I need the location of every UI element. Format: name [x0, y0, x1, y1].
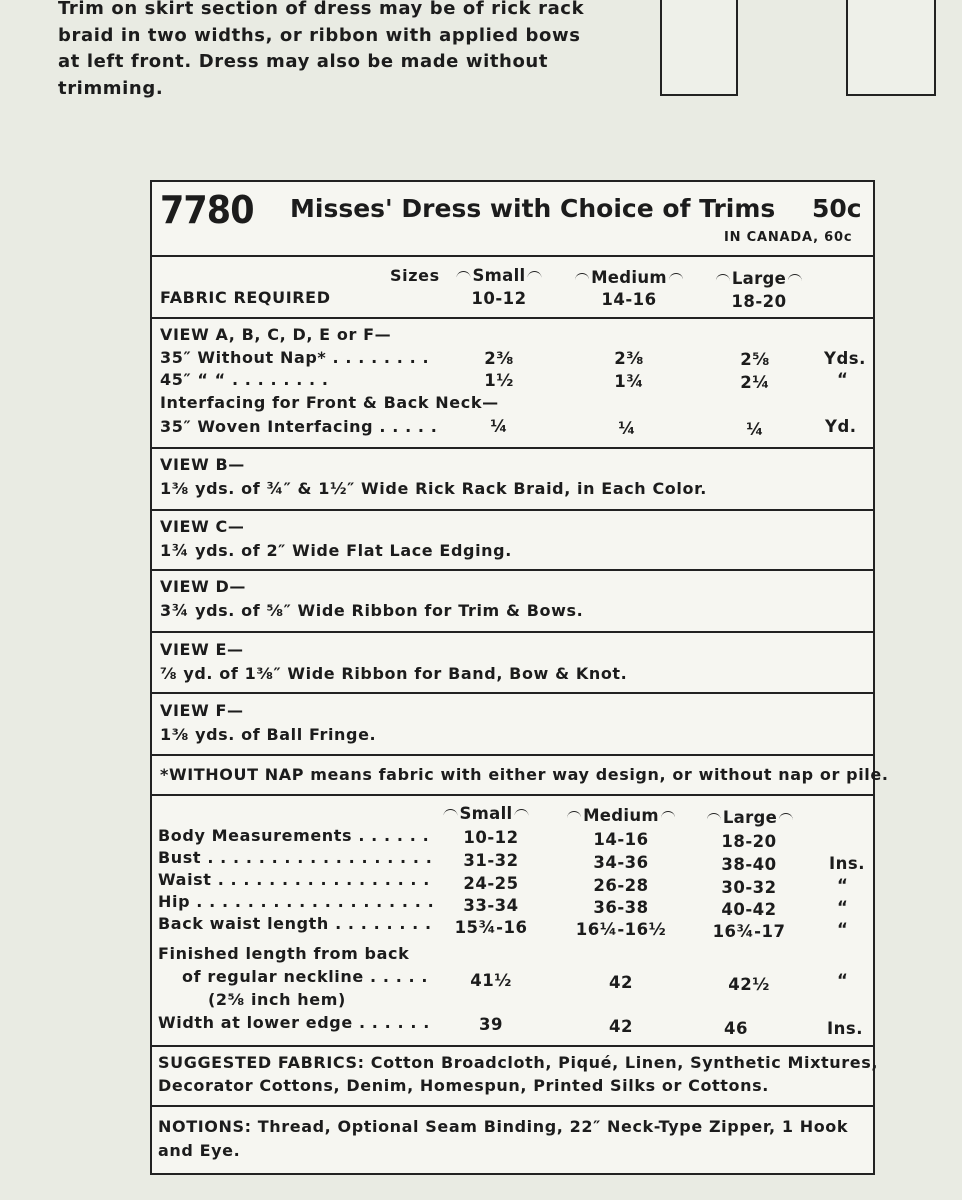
view-text: 1⅜ yds. of ¾″ & 1½″ Wide Rick Rack Braid, in Each Color. — [160, 479, 707, 498]
value-cell: 16¼-16½ — [575, 920, 667, 939]
unit-cell: “ — [837, 971, 849, 990]
finished-length-hem: (2⅝ inch hem) — [208, 990, 346, 1009]
view-d-section — [152, 571, 873, 633]
value-cell: 2¼ — [740, 373, 770, 392]
value-cell: 42 — [609, 1017, 633, 1036]
notions-line: NOTIONS: Thread, Optional Seam Binding, 22″ Neck-Type Zipper, 1 Hook — [158, 1117, 849, 1136]
size-small-range: 10-12 — [471, 289, 527, 308]
nap-note: *WITHOUT NAP means fabric with either way design, or without nap or pile. — [160, 765, 889, 784]
body-row-label: Body Measurements . . . . . . — [158, 826, 430, 845]
sizes-label: Sizes — [390, 266, 440, 285]
fabric-required-label: FABRIC REQUIRED — [160, 288, 331, 307]
value-cell: 38-40 — [721, 855, 777, 874]
body-row-label: Bust . . . . . . . . . . . . . . . . . . — [158, 848, 433, 867]
intro-text — [58, 0, 618, 102]
nap-note-section — [152, 756, 889, 796]
view-heading: VIEW E— — [160, 640, 244, 659]
pattern-number: 7780 — [160, 188, 254, 232]
value-cell: 42 — [609, 973, 633, 992]
value-cell: ¼ — [618, 419, 636, 438]
pattern-title: Misses' Dress with Choice of Trims — [290, 194, 776, 223]
interfacing-heading: Interfacing for Front & Back Neck— — [160, 393, 499, 412]
value-cell: ¼ — [746, 420, 764, 439]
view-sketch-box — [660, 0, 738, 96]
body-row-label: Width at lower edge . . . . . . — [158, 1013, 430, 1032]
unit-cell: “ — [837, 898, 849, 917]
unit-cell: “ — [837, 876, 849, 895]
suggested-fabrics-line: SUGGESTED FABRICS: Cotton Broadcloth, Piqué, Linen, Synthetic Mixtures, — [158, 1053, 879, 1072]
view-heading: VIEW C— — [160, 517, 245, 536]
view-text: ⅞ yd. of 1⅜″ Wide Ribbon for Band, Bow & Knot. — [160, 664, 628, 683]
row-label-interfacing: 35″ Woven Interfacing . . . . . — [160, 417, 438, 436]
view-a-f-heading: VIEW A, B, C, D, E or F— — [160, 325, 392, 344]
pattern-envelope-chart — [150, 180, 889, 1175]
intro-line: braid in two widths, or ribbon with applied bows — [58, 24, 581, 46]
value-cell: 36-38 — [593, 898, 649, 917]
value-cell: 41½ — [470, 971, 512, 990]
suggested-fabrics-line: Decorator Cottons, Denim, Homespun, Printed Silks or Cottons. — [158, 1076, 769, 1095]
canada-price: IN CANADA, 60c — [724, 230, 853, 245]
intro-line: Trim on skirt section of dress may be of rick rack — [58, 0, 585, 19]
value-cell: 2⅝ — [740, 350, 770, 369]
value-cell: ¼ — [490, 417, 508, 436]
unit-cell: “ — [837, 920, 849, 939]
size-medium-heading: Medium — [573, 268, 685, 287]
value-cell: 40-42 — [721, 900, 777, 919]
value-cell: 2⅜ — [614, 349, 644, 368]
unit-cell: “ — [837, 370, 849, 389]
view-heading: VIEW D— — [160, 577, 246, 596]
intro-line: trimming. — [58, 77, 164, 99]
view-c-section — [152, 511, 873, 571]
body-row-label: Hip . . . . . . . . . . . . . . . . . . . — [158, 892, 435, 911]
value-cell: 42½ — [728, 975, 770, 994]
view-text: 1¾ yds. of 2″ Wide Flat Lace Edging. — [160, 541, 512, 560]
size-medium-range: 14-16 — [601, 290, 657, 309]
row-label-35-without-nap: 35″ Without Nap* . . . . . . . . — [160, 348, 430, 367]
chart-header — [152, 182, 873, 257]
finished-length-label: of regular neckline . . . . . — [182, 967, 429, 986]
intro-line: at left front. Dress may also be made without — [58, 51, 549, 72]
row-label-45: 45″ “ “ . . . . . . . . — [160, 370, 329, 389]
size-large-heading: Large — [714, 269, 804, 288]
pattern-price: 50c — [812, 194, 862, 223]
unit-cell: Yd. — [825, 417, 857, 436]
view-heading: VIEW B— — [160, 455, 245, 474]
view-text: 3¾ yds. of ⅝″ Wide Ribbon for Trim & Bows. — [160, 601, 584, 620]
size-small-heading: Small — [454, 266, 543, 285]
body-row-label: Waist . . . . . . . . . . . . . . . . . — [158, 870, 430, 889]
value-cell: 31-32 — [463, 851, 519, 870]
unit-cell: Ins. — [827, 1019, 863, 1038]
value-cell: 33-34 — [463, 896, 519, 915]
finished-length-label: Finished length from back — [158, 944, 410, 963]
notions-line: and Eye. — [158, 1141, 241, 1160]
value-cell: 16¾-17 — [712, 922, 786, 941]
value-cell: 34-36 — [593, 853, 649, 872]
view-e-section — [152, 633, 873, 694]
value-cell: 18-20 — [721, 832, 777, 851]
size-small-heading: Small — [441, 804, 530, 823]
unit-cell: Ins. — [829, 854, 865, 873]
unit-cell: Yds. — [824, 349, 866, 368]
body-row-label: Back waist length . . . . . . . . — [158, 914, 432, 933]
value-cell: 39 — [479, 1015, 503, 1034]
size-large-heading: Large — [705, 808, 795, 827]
view-sketch-box — [846, 0, 936, 96]
value-cell: 14-16 — [593, 830, 649, 849]
view-text: 1⅜ yds. of Ball Fringe. — [160, 725, 377, 744]
view-f-section — [152, 694, 873, 756]
suggested-fabrics-section — [152, 1047, 879, 1107]
value-cell: 2⅜ — [484, 349, 514, 368]
view-a-f-section — [152, 319, 873, 449]
value-cell: 26-28 — [593, 876, 649, 895]
value-cell: 24-25 — [463, 874, 519, 893]
size-large-range: 18-20 — [731, 292, 787, 311]
value-cell: 10-12 — [463, 828, 519, 847]
body-measurements-section — [152, 796, 873, 1047]
value-cell: 1½ — [484, 371, 514, 390]
value-cell: 15¾-16 — [454, 918, 528, 937]
view-b-section — [152, 449, 873, 511]
notions-section — [152, 1107, 873, 1171]
fabric-sizes-header — [152, 257, 873, 319]
value-cell: 46 — [724, 1019, 748, 1038]
value-cell: 30-32 — [721, 878, 777, 897]
view-heading: VIEW F— — [160, 701, 244, 720]
value-cell: 1¾ — [614, 372, 644, 391]
size-medium-heading: Medium — [565, 806, 677, 825]
